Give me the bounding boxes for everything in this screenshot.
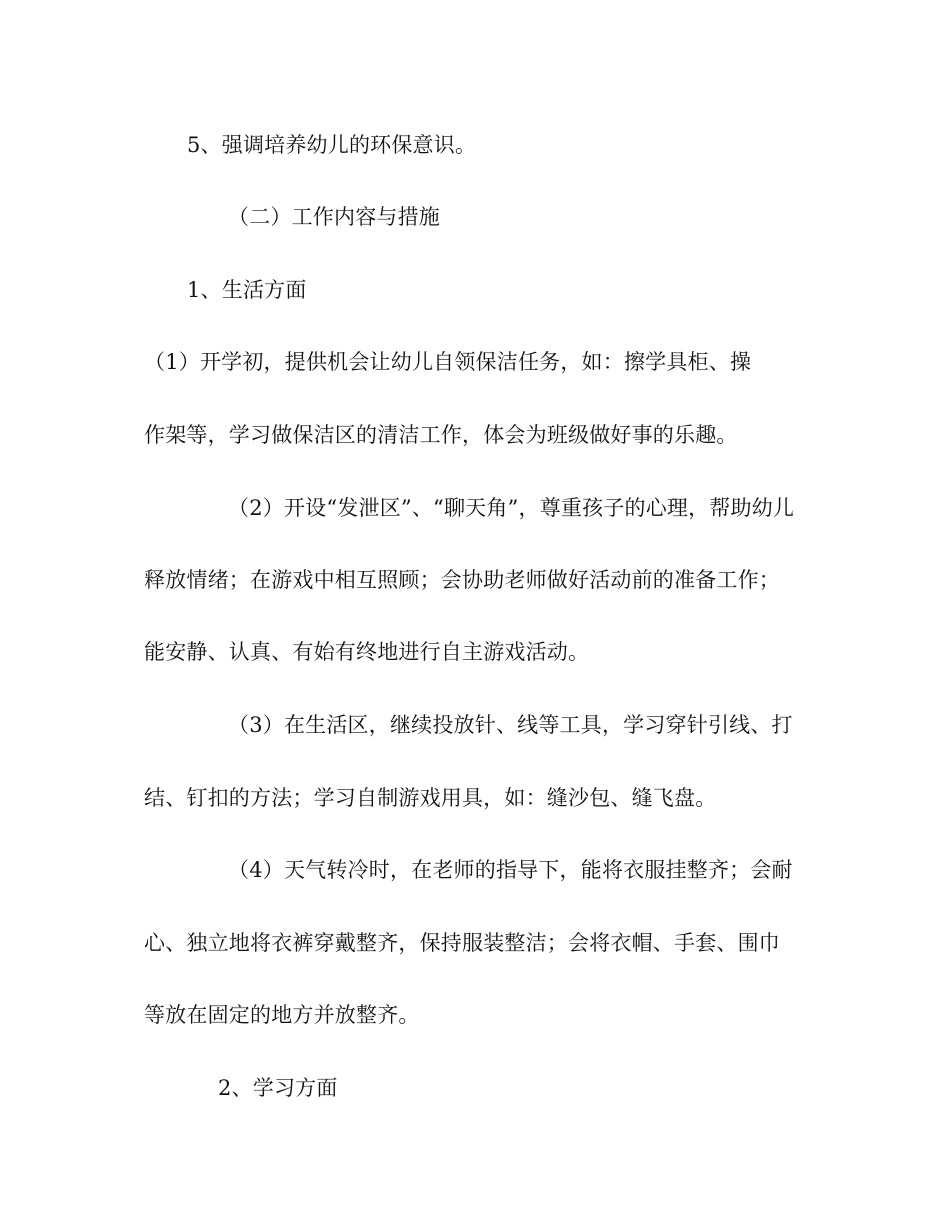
- text-line-env-awareness: 5、强调培养幼儿的环保意识。: [187, 133, 477, 157]
- paragraph-2-line-2: 释放情绪；在游戏中相互照顾；会协助老师做好活动前的准备工作；: [144, 568, 780, 592]
- paragraph-3-line-2: 结、钉扣的方法；学习自制游戏用具，如：缝沙包、缝飞盘。: [144, 786, 717, 810]
- section-heading-work-content: （二）工作内容与措施: [228, 205, 440, 229]
- paragraph-3-line-1: （3）在生活区，继续投放针、线等工具，学习穿针引线、打: [228, 713, 793, 737]
- paragraph-4-line-2: 心、独立地将衣裤穿戴整齐，保持服装整洁；会将衣帽、手套、围巾: [144, 931, 780, 955]
- subheading-life: 1、生活方面: [187, 278, 307, 302]
- paragraph-1-line-1: （1）开学初，提供机会让幼儿自领保洁任务，如：擦学具柜、操: [144, 350, 752, 374]
- paragraph-2-line-1: （2）开设“发泄区”、“聊天角”，尊重孩子的心理，帮助幼儿: [228, 496, 795, 520]
- paragraph-2-line-3: 能安静、认真、有始有终地进行自主游戏活动。: [144, 640, 590, 664]
- paragraph-1-line-2: 作架等，学习做保洁区的清洁工作，体会为班级做好事的乐趣。: [144, 423, 738, 447]
- paragraph-4-line-1: （4）天气转冷时，在老师的指导下，能将衣服挂整齐；会耐: [228, 858, 793, 882]
- subheading-study: 2、学习方面: [218, 1076, 338, 1100]
- paragraph-4-line-3: 等放在固定的地方并放整齐。: [144, 1003, 420, 1027]
